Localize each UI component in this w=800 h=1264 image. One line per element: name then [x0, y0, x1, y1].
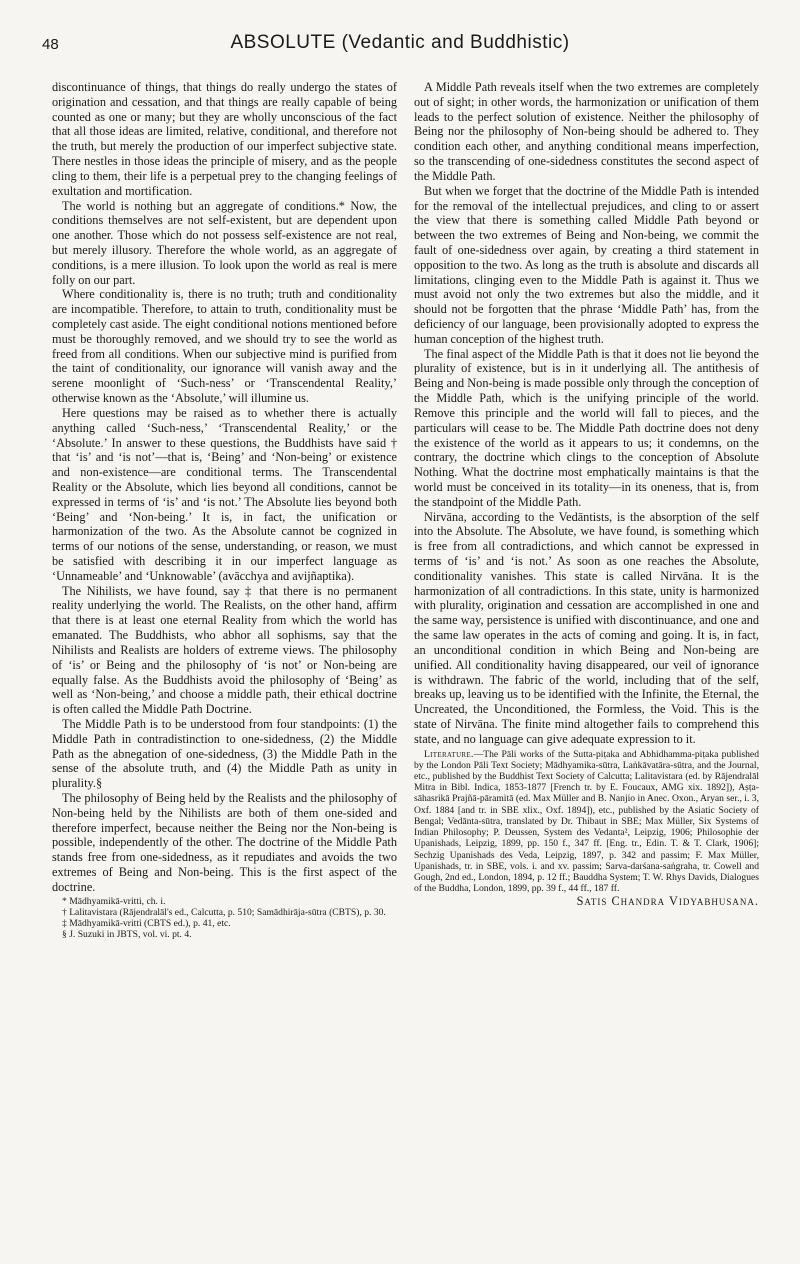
- paragraph: The final aspect of the Middle Path is that it does not lie beyond the plurality of existence, but is in it underlying all. The antithesis of Being and Non-being is made possible only through the conception of the Middle Path, which is the unifying principle of the world. Remove this principle and the world will fall to pieces, and the particulars will cease to be. The Middle Path doctrine does not deny the existence of the world as it appears to us; it condemns, on the contrary, the doctrine which clings to the conception of Absolute Nothing. What the doctrine most emphatically maintains is that the world must be conceived in its totality—in its oneness, that is, from the standpoint of the Middle Path.: [414, 346, 759, 509]
- literature-heading: Literature.: [424, 748, 474, 760]
- paragraph: The world is nothing but an aggregate of conditions.* Now, the conditions themselves are not self-existent, but are dependent upon one another. Those which do not possess self-existence are not real, but merely illusory. Therefore the whole world, as an aggregate of conditions, is a mere illusion. To look upon the world as real is mere folly on our part.: [52, 198, 397, 287]
- footnote: † Lalitavistara (Rājendralāl's ed., Calcutta, p. 510; Samādhirāja-sūtra (CBTS), p. 30.: [62, 906, 386, 918]
- paragraph: But when we forget that the doctrine of the Middle Path is intended for the removal of the intellectual prejudices, and cling to or assert the view that there is something called Middle Path beyond or between the two extremes of Being and Non-being, we commit the fault of one-sidedness over again, by creating a third statement in opposition to the two. As long as the truth is absolute and discards all limitations, clinging even to the Middle Path is against it. Thus we must avoid not only the two extremes but also the middle, and it should not be forgotten that the phrase ‘Middle Path’ has, from the deficiency of our language, been provisionally adopted to express the human conception of the highest truth.: [414, 183, 759, 346]
- literature-text: —The Pāli works of the Sutta-piṭaka and Abhidhamma-piṭaka published by the London Pāli Text Society; Mādhyamika-sūtra, Laṅkāvatāra-sūtra, and the Journal, etc., published by the Buddhist Text Society of Calcutta; Lalitavistara (ed. by Rājendralāl Mitra in Bibl. Indica, 1853-1877 [French tr. by E. Foucaux, AMG xix. 1892]), Aṣṭa-sāhasrikā Prajñā-pāramitā (ed. Max Müller and B. Nanjio in Anec. Oxon., Aryan ser., i. 3, Oxf. 1884 [and tr. in SBE xlix., Oxf. 1894]), etc., published by the Asiatic Society of Bengal; Vedānta-sūtra, translated by Dr. Thibaut in SBE; Max Müller, Six Systems of Indian Philosophy; P. Deussen, System des Vedanta², Leipzig, 1906; Philosophie der Upanishads, Leipzig, 1899, pp. 150 f., 347 ff. [Eng. tr., Edin. T. & T. Clark, 1906]; Sechzig Upanishads des Veda, Leipzig, 1897, p. 342 and passim; F. Max Müller, Upanishads, tr. in SBE, vols. i. and xv. passim; Sarva-darśana-saṅgraha, tr. Cowell and Gough, 2nd ed., London, 1894, p. 12 ff.; Bauddha System; T. W. Rhys Davids, Dialogues of the Buddha, London, 1899, pp. 39 f., 44 ff., 187 ff.: [414, 748, 759, 895]
- paragraph: A Middle Path reveals itself when the two extremes are completely out of sight; in other words, the harmonization or unification of them leads to the perfect solution of existence. Neither the philosophy of Being nor the philosophy of Non-being should be adhered to. They condition each other, and anything conditional means imperfection, so the transcending of one-sidedness constitutes the second aspect of the Middle Path.: [414, 80, 759, 183]
- author-signature: Satis Chandra Vidyabhusana.: [576, 894, 759, 909]
- footnote: * Mādhyamikā-vritti, ch. i.: [62, 895, 166, 907]
- left-column: [52, 80, 397, 941]
- literature-section: [414, 749, 759, 895]
- running-head: ABSOLUTE (Vedantic and Buddhistic): [230, 32, 570, 53]
- paragraph: Where conditionality is, there is no truth; truth and conditionality are incompatible. Therefore, to attain to truth, conditionality must be completely cast aside. The eight conditional notions mentioned before must be thoroughly removed, and we should try to see the world as freed from all conditions. When our subjective mind is purified from the taint of conditionality, our ignorance will vanish away and the serene moonlight of ‘Such-ness’ or ‘Transcendental Reality,’ otherwise known as the ‘Absolute,’ will illumine us.: [52, 287, 398, 406]
- paragraph: The Nihilists, we have found, say ‡ that there is no permanent reality underlying the world. The Realists, on the other hand, affirm that there is at least one eternal Reality from which the world has emanated. The Buddhists, who abhor all sophisms, say that the Nihilists and Realists are holders of extreme views. The philosophy of ‘is’ or Being and the philosophy of ‘is not’ or Non-being are equally false. As the Buddhists avoid the philosophy of ‘Being’ as well as ‘Non-being,’ and choose a middle path, their ethical doctrine is often called the Middle Path Doctrine.: [52, 583, 397, 717]
- footnote: § J. Suzuki in JBTS, vol. vi. pt. 4.: [62, 929, 192, 941]
- footnotes: [52, 896, 397, 941]
- paragraph: The philosophy of Being held by the Realists and the philosophy of Non-being held by the Nihilists are both of them one-sided and therefore imperfect, because neither the Being nor the Non-being is possible, independently of the other. The doctrine of the Middle Path stands free from one-sidedness, as it repudiates and avoids the two extremes of Being and Non-being. This is the first aspect of the doctrine.: [52, 791, 397, 894]
- paragraph: Here questions may be raised as to whether there is actually anything called ‘Such-ness,’ ‘Transcendental Reality,’ or the ‘Absolute.’ In answer to these questions, the Buddhists have said † that ‘is’ and ‘is not’—that is, ‘Being’ and ‘Non-being’ or existence and non-existence—are conditional terms. The Transcendental Reality or the Absolute, which lies beyond all conditions, cannot be expressed in terms of ‘is’ and ‘is not.’ The Absolute lies beyond both ‘Being’ and ‘Non-being.’ It is, in fact, the unification or harmonization of the two. As the Absolute cannot be cognized in terms of our notions of the sense, understanding, or reason, we must be satisfied with describing it in our imperfect language as ‘Unnameable’ and ‘Unknowable’ (avācchya and avijñaptika).: [52, 405, 397, 583]
- paragraph: Nirvāna, according to the Vedāntists, is the absorption of the self into the Absolute. The Absolute, we have found, is something which is free from all contradictions, and which cannot be expressed in terms of ‘is’ and ‘is not.’ As soon as one reaches the Absolute, conditionality vanishes. This state is called Nirvāna. It is the harmonization of all contradictions. In this state, unity is harmonized with plurality, origination and cessation are accomplished in one and the same way, persistence is unified with discontinuance, and one and the same law operates in the acts of coming and going. It is, in fact, an unconditional condition in which Being and Non-being are unified. All conditionality having disappeared, our veil of ignorance is withdrawn. The fabric of the world, including that of the self, breaks up, leaving us to be identified with the Infinite, the Eternal, the Uncreated, the Unconditioned, the Formless, the Void. This is the state of Nirvāna. The finite mind altogether fails to comprehend this state, and no language can give adequate expression to it.: [414, 509, 759, 746]
- right-column: [414, 80, 759, 909]
- footnote: ‡ Mādhyamikā-vritti (CBTS ed.), p. 41, etc.: [62, 918, 231, 930]
- paragraph: discontinuance of things, that things do really undergo the states of origination and cessation, and that things are really capable of being counted as one or many; but they are wholly unconscious of the fact that all those ideas are limited, relative, conditional, and therefore not the truth, but merely the production of our imperfect subjective state. There nestles in those ideas the principle of misery, and as the people cling to them, their life is a perpetual prey to the changing feelings of exultation and mortification.: [52, 80, 397, 198]
- paragraph: The Middle Path is to be understood from four standpoints: (1) the Middle Path in contradistinction to one-sidedness, (2) the Middle Path as the abnegation of one-sidedness, (3) the Middle Path in the sense of the absolute truth, and (4) the Middle Path as unity in plurality.§: [52, 716, 397, 791]
- page-number: 48: [42, 36, 59, 53]
